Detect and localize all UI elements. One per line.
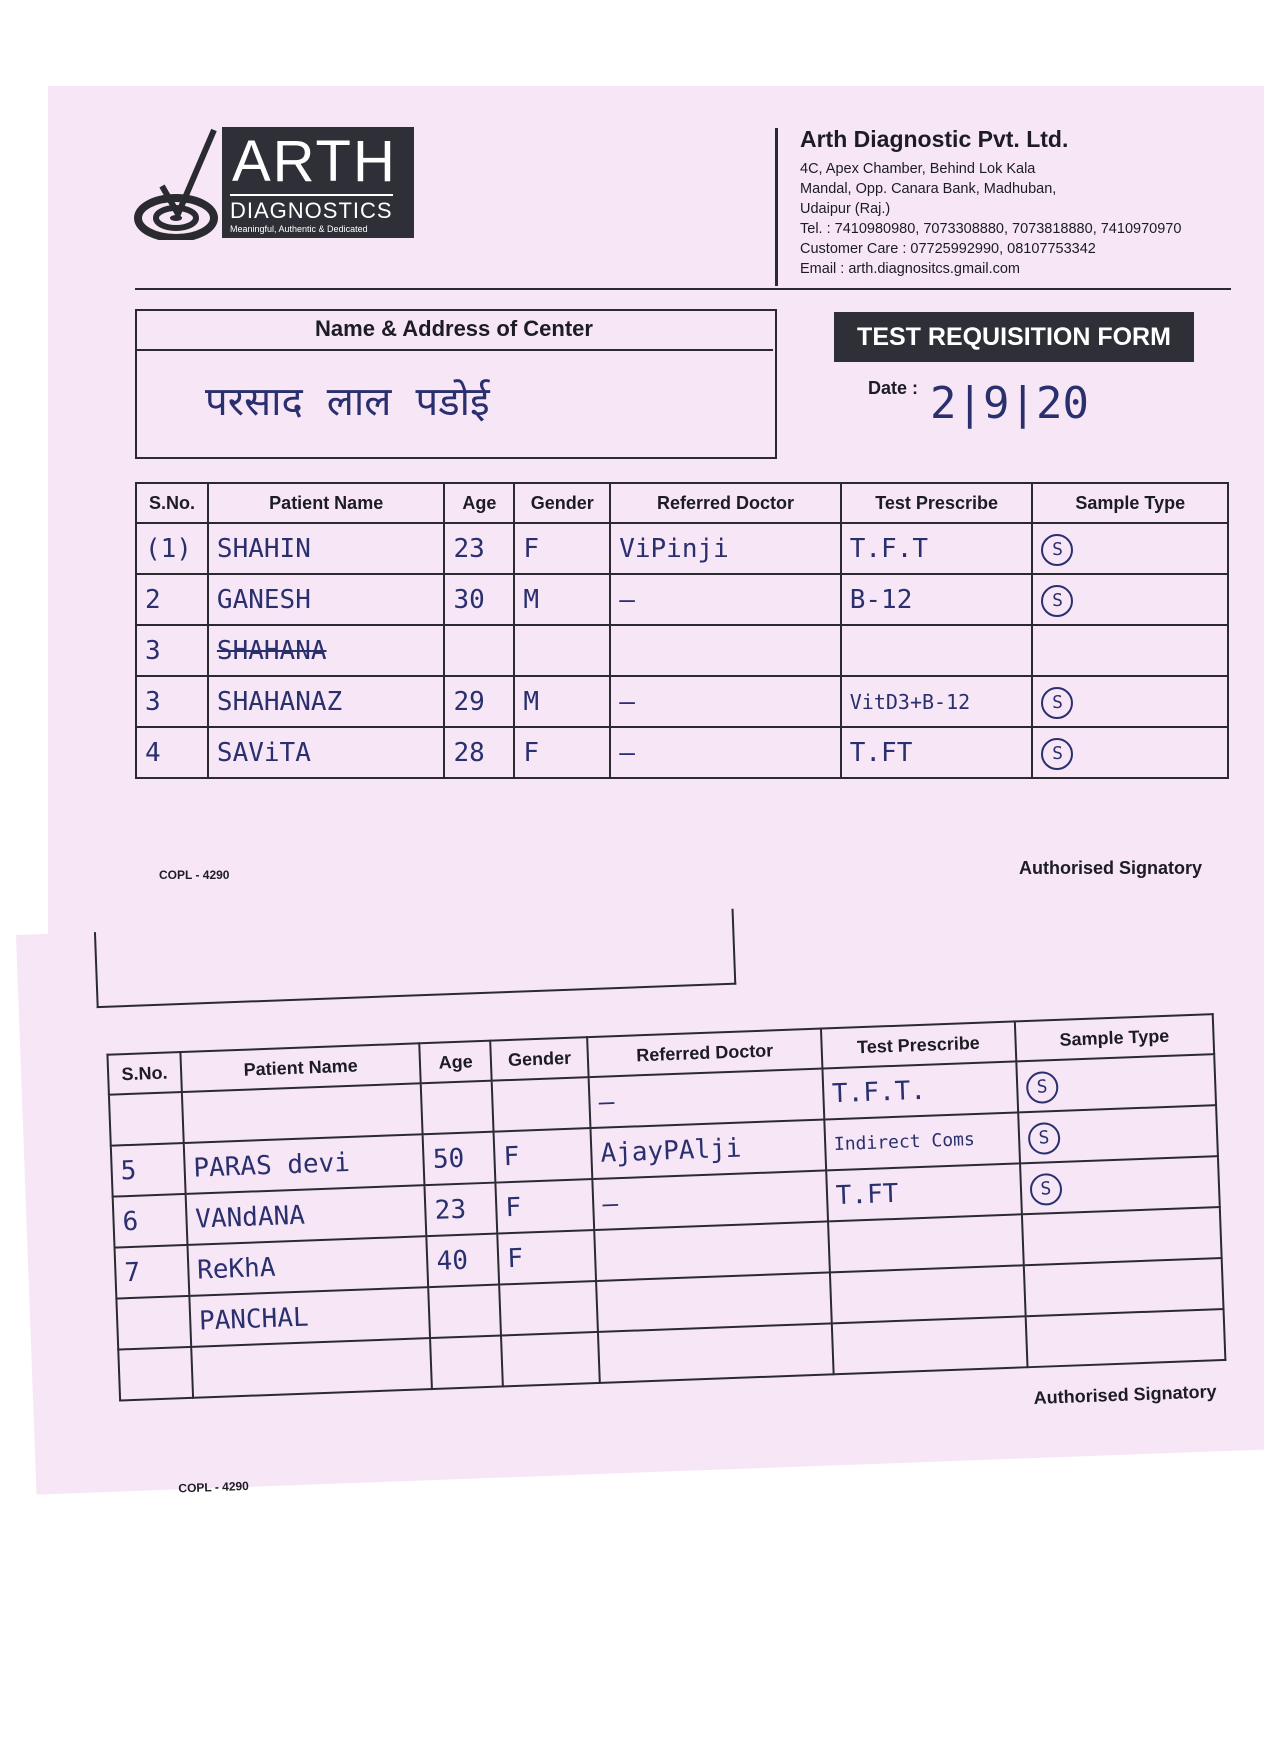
cell-doctor (610, 625, 841, 676)
cell-doctor: — (610, 676, 841, 727)
form-code: COPL - 4290 (178, 1478, 250, 1496)
cell-sample (1032, 574, 1228, 625)
cell-age: 23 (444, 523, 514, 574)
phone-line: Tel. : 7410980980, 7073308880, 7073818880, 7410970970 (800, 221, 1182, 237)
sample-circle: S (1029, 1172, 1062, 1205)
col-patient-name: Patient Name (180, 1043, 421, 1092)
cell-gender: F (514, 727, 610, 778)
col-test-prescribe: Test Prescribe (821, 1021, 1016, 1068)
cell-sno: 4 (136, 727, 208, 778)
cell-age: 40 (427, 1234, 500, 1288)
center-heading: Name & Address of Center (135, 309, 773, 351)
table-row (136, 574, 1228, 625)
cell-name-struck: SHAHANA (208, 625, 445, 676)
sample-circle: S (1041, 534, 1073, 566)
table-row (136, 523, 1228, 574)
col-test-prescribe: Test Prescribe (841, 483, 1033, 523)
col-gender: Gender (490, 1037, 588, 1081)
cell-sno: 3 (136, 676, 208, 727)
cell-name: GANESH (208, 574, 445, 625)
cell-name (191, 1338, 432, 1398)
table-row (136, 625, 1228, 676)
cell-age: 30 (444, 574, 514, 625)
form-title: TEST REQUISITION FORM (834, 312, 1194, 362)
cell-age: 29 (444, 676, 514, 727)
cell-sno: (1) (136, 523, 208, 574)
cell-gender: F (514, 523, 610, 574)
cell-name: SAViTA (208, 727, 445, 778)
cell-sno: 3 (136, 625, 208, 676)
col-age: Age (444, 483, 514, 523)
cell-sample (1020, 1156, 1220, 1214)
cell-age (444, 625, 514, 676)
cell-sample (1025, 1309, 1225, 1367)
sample-circle: S (1041, 687, 1073, 719)
cell-age: 28 (444, 727, 514, 778)
cell-age: 23 (425, 1183, 498, 1237)
cell-test: T.F.T. (822, 1061, 1018, 1119)
cell-sno (109, 1092, 184, 1146)
cell-name: VANdANA (185, 1185, 426, 1245)
customer-care-line: Customer Care : 07725992990, 08107753342 (800, 241, 1096, 257)
cell-test: T.FT (841, 727, 1033, 778)
sample-circle: S (1041, 585, 1073, 617)
target-check-logo-icon (134, 128, 224, 240)
cell-sample (1032, 523, 1228, 574)
cell-sample (1022, 1207, 1222, 1265)
logo-sub: DIAGNOSTICS (230, 194, 393, 224)
company-name: Arth Diagnostic Pvt. Ltd. (800, 126, 1069, 152)
cell-test: T.F.T (841, 523, 1033, 574)
cell-age: 50 (423, 1132, 496, 1186)
table-header-row (136, 483, 1228, 523)
cell-sample (1018, 1105, 1218, 1163)
email-line: Email : arth.diagnositcs.gmail.com (800, 261, 1020, 277)
cell-test (831, 1316, 1027, 1374)
cell-test (841, 625, 1033, 676)
cell-sno: 5 (111, 1143, 186, 1197)
cell-name: SHAHIN (208, 523, 445, 574)
cell-age (429, 1285, 502, 1339)
sample-circle: S (1041, 738, 1073, 770)
cell-sample (1016, 1054, 1216, 1112)
cell-name: SHAHANAZ (208, 676, 445, 727)
col-sno: S.No. (107, 1052, 181, 1095)
cell-gender: M (514, 676, 610, 727)
authorised-signatory: Authorised Signatory (1033, 1381, 1217, 1409)
cell-name: PANCHAL (189, 1287, 430, 1347)
cell-sno: 7 (115, 1245, 190, 1299)
cell-doctor: — (610, 574, 841, 625)
cell-doctor (594, 1221, 829, 1281)
cell-gender (501, 1332, 600, 1387)
cell-test (828, 1214, 1024, 1272)
cell-gender: F (497, 1230, 596, 1285)
cell-age (421, 1081, 494, 1135)
col-sample-type: Sample Type (1015, 1014, 1215, 1061)
cell-doctor: AjayPAlji (591, 1120, 826, 1180)
cell-age (430, 1335, 503, 1389)
table-row (136, 676, 1228, 727)
cell-test: B-12 (841, 574, 1033, 625)
cell-test (830, 1265, 1026, 1323)
table-row (136, 727, 1228, 778)
col-gender: Gender (514, 483, 610, 523)
cell-test: Indirect Coms (824, 1112, 1020, 1170)
sample-circle: S (1025, 1070, 1058, 1103)
cell-gender: F (496, 1179, 595, 1234)
cell-gender (492, 1077, 591, 1132)
cell-sno: 2 (136, 574, 208, 625)
cell-name: PARAS devi (184, 1134, 425, 1194)
address-line: 4C, Apex Chamber, Behind Lok Kala (800, 161, 1036, 177)
logo-word: ARTH (232, 129, 397, 194)
cell-gender (514, 625, 610, 676)
col-patient-name: Patient Name (208, 483, 445, 523)
cell-sample (1032, 727, 1228, 778)
cell-name (182, 1083, 423, 1143)
cell-sno (118, 1347, 193, 1401)
cell-doctor (596, 1272, 831, 1332)
cell-test: VitD3+B-12 (841, 676, 1033, 727)
cell-sample (1032, 676, 1228, 727)
cell-sno: 6 (113, 1194, 188, 1248)
cell-gender: M (514, 574, 610, 625)
cell-doctor: ViPinji (610, 523, 841, 574)
date-label: Date : (868, 378, 919, 398)
col-age: Age (420, 1041, 492, 1084)
sample-circle: S (1027, 1121, 1060, 1154)
address-line: Udaipur (Raj.) (800, 201, 891, 217)
authorised-signatory: Authorised Signatory (1019, 858, 1203, 878)
patient-table-bottom (106, 1013, 1226, 1401)
col-sample-type: Sample Type (1032, 483, 1228, 523)
cell-doctor: — (593, 1170, 828, 1230)
cell-gender (499, 1281, 598, 1336)
center-handwritten: परसाद लाल पडोई (205, 379, 490, 425)
requisition-sheet-bottom (16, 889, 1264, 1494)
header-divider (775, 128, 778, 286)
cell-sample (1024, 1258, 1224, 1316)
cell-doctor (598, 1323, 833, 1383)
cell-sno (116, 1296, 191, 1350)
cell-sample (1032, 625, 1228, 676)
cell-doctor: — (589, 1069, 824, 1129)
form-code: COPL - 4290 (159, 868, 230, 882)
patient-table-top (135, 482, 1229, 779)
date-value: 2|9|20 (930, 378, 1089, 429)
cell-name: ReKhA (187, 1236, 428, 1296)
col-referred-doctor: Referred Doctor (587, 1029, 822, 1078)
cell-gender: F (494, 1128, 593, 1183)
col-sno: S.No. (136, 483, 208, 523)
cell-doctor: — (610, 727, 841, 778)
logo-tagline: Meaningful, Authentic & Dedicated (230, 224, 368, 234)
header-rule (135, 288, 1231, 290)
address-line: Mandal, Opp. Canara Bank, Madhuban, (800, 181, 1057, 197)
cell-test: T.FT (826, 1163, 1022, 1221)
col-referred-doctor: Referred Doctor (610, 483, 841, 523)
